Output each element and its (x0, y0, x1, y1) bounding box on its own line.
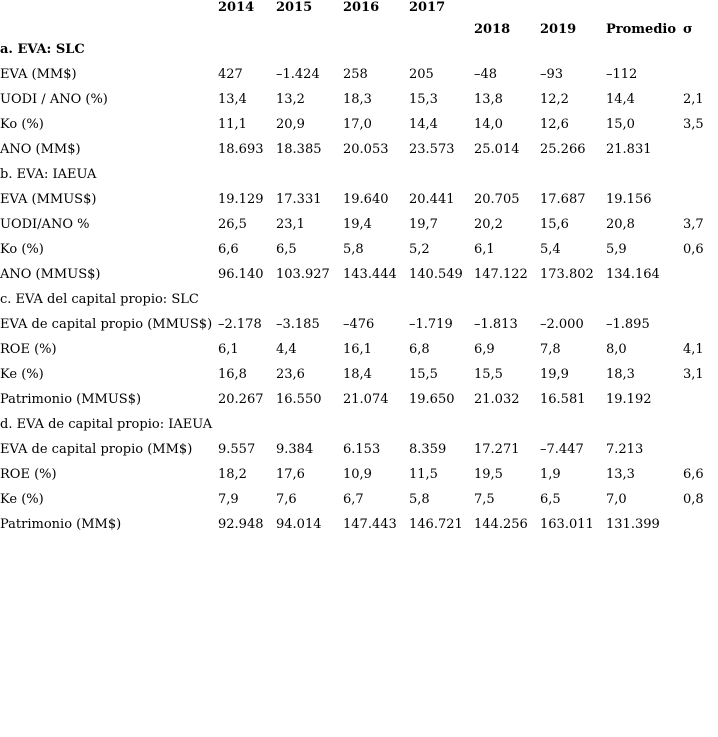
cell-value: 7,0 (606, 492, 627, 507)
cell-value: 17,0 (343, 117, 372, 132)
cell-value: 19,4 (343, 217, 372, 232)
cell-value: –2.178 (218, 317, 262, 332)
row-label: EVA de capital propio (MMUS$) (0, 317, 213, 332)
cell-value: 17.331 (276, 192, 322, 207)
cell-sigma: 3,5 (683, 117, 704, 132)
section-header-row (0, 412, 718, 437)
table-row (0, 437, 718, 462)
cell-value: 7,9 (218, 492, 239, 507)
cell-value: 23.573 (409, 142, 455, 157)
cell-value: 1,9 (540, 467, 561, 482)
row-label: ANO (MM$) (0, 142, 81, 157)
cell-value: 5,2 (409, 242, 430, 257)
cell-value: 6,9 (474, 342, 495, 357)
cell-value: 23,1 (276, 217, 305, 232)
col-header-2018: 2018 (474, 22, 511, 37)
cell-value: 5,8 (343, 242, 364, 257)
cell-value: 11,1 (218, 117, 247, 132)
cell-value: 21.831 (606, 142, 652, 157)
row-label: ANO (MMUS$) (0, 267, 101, 282)
section-title: d. EVA de capital propio: IAEUA (0, 417, 213, 432)
row-label: UODI / ANO (%) (0, 92, 108, 107)
cell-value: 10,9 (343, 467, 372, 482)
table-body (0, 37, 718, 537)
cell-value: 16.550 (276, 392, 322, 407)
row-label: Ke (%) (0, 492, 44, 507)
cell-value: 15,5 (474, 367, 503, 382)
cell-value: 8,0 (606, 342, 627, 357)
row-label: Ko (%) (0, 242, 44, 257)
table-row (0, 487, 718, 512)
cell-value: 20.053 (343, 142, 389, 157)
table-row (0, 237, 718, 262)
cell-value: 14,0 (474, 117, 503, 132)
cell-value: 7.213 (606, 442, 644, 457)
cell-value: 19.640 (343, 192, 389, 207)
cell-value: –3.185 (276, 317, 320, 332)
cell-value: 11,5 (409, 467, 438, 482)
cell-value: 18.693 (218, 142, 264, 157)
cell-value: 17.687 (540, 192, 586, 207)
cell-value: –1.719 (409, 317, 453, 332)
cell-value: 20.267 (218, 392, 264, 407)
cell-value: 19.129 (218, 192, 264, 207)
cell-value: 6,5 (276, 242, 297, 257)
cell-value: 5,8 (409, 492, 430, 507)
cell-sigma (683, 137, 718, 162)
cell-value: 19.156 (606, 192, 652, 207)
cell-value: 18,2 (218, 467, 247, 482)
section-header-row (0, 37, 718, 62)
col-header-promedio: Promedio (606, 22, 677, 37)
cell-value: 140.549 (409, 267, 463, 282)
cell-value: –2.000 (540, 317, 584, 332)
cell-value: 134.164 (606, 267, 660, 282)
row-label: ROE (%) (0, 342, 57, 357)
cell-value: –1.813 (474, 317, 518, 332)
cell-value: 6,5 (540, 492, 561, 507)
section-header-row (0, 162, 718, 187)
cell-value: 143.444 (343, 267, 397, 282)
cell-value: 17.271 (474, 442, 520, 457)
cell-value: 18,4 (343, 367, 372, 382)
cell-value: 427 (218, 67, 243, 82)
cell-value: 16,1 (343, 342, 372, 357)
cell-value: –1.895 (606, 317, 650, 332)
cell-value: 6,1 (218, 342, 239, 357)
cell-value: 12,6 (540, 117, 569, 132)
cell-sigma: 6,6 (683, 467, 704, 482)
cell-value: 20.441 (409, 192, 455, 207)
col-header-2017: 2017 (409, 0, 446, 15)
cell-value: 25.266 (540, 142, 586, 157)
table-row (0, 362, 718, 387)
cell-sigma (683, 312, 718, 337)
cell-sigma: 3,7 (683, 217, 704, 232)
cell-value: 15,0 (606, 117, 635, 132)
cell-value: 94.014 (276, 517, 322, 532)
cell-value: 258 (343, 67, 368, 82)
table-row (0, 137, 718, 162)
cell-value: 6.153 (343, 442, 381, 457)
cell-value: 14,4 (409, 117, 438, 132)
col-header-2019: 2019 (540, 22, 577, 37)
cell-value: 12,2 (540, 92, 569, 107)
cell-value: 13,4 (218, 92, 247, 107)
cell-value: 9.557 (218, 442, 256, 457)
table-row (0, 462, 718, 487)
cell-value: 25.014 (474, 142, 520, 157)
cell-value: 92.948 (218, 517, 264, 532)
row-label: Ke (%) (0, 367, 44, 382)
cell-value: 20,2 (474, 217, 503, 232)
section-title: c. EVA del capital propio: SLC (0, 292, 199, 307)
cell-value: –1.424 (276, 67, 320, 82)
section-title: b. EVA: IAEUA (0, 167, 97, 182)
cell-value: 19,5 (474, 467, 503, 482)
cell-value: 9.384 (276, 442, 314, 457)
cell-value: 16,8 (218, 367, 247, 382)
cell-value: 5,9 (606, 242, 627, 257)
cell-value: 7,8 (540, 342, 561, 357)
cell-value: 19.192 (606, 392, 652, 407)
cell-value: 7,5 (474, 492, 495, 507)
cell-value: –476 (343, 317, 375, 332)
cell-value: 20.705 (474, 192, 520, 207)
col-header-2014: 2014 (218, 0, 255, 15)
cell-sigma (683, 62, 718, 87)
cell-value: 18,3 (343, 92, 372, 107)
cell-value: 13,3 (606, 467, 635, 482)
section-header-row (0, 287, 718, 312)
table-row (0, 62, 718, 87)
cell-value: 16.581 (540, 392, 586, 407)
cell-value: –93 (540, 67, 564, 82)
cell-value: 26,5 (218, 217, 247, 232)
table-row (0, 387, 718, 412)
cell-value: 13,8 (474, 92, 503, 107)
cell-value: 19,9 (540, 367, 569, 382)
table-row (0, 187, 718, 212)
cell-value: 147.122 (474, 267, 528, 282)
cell-sigma: 0,8 (683, 492, 704, 507)
cell-value: 23,6 (276, 367, 305, 382)
cell-value: 173.802 (540, 267, 594, 282)
table-row (0, 337, 718, 362)
table-row (0, 512, 718, 537)
table-row (0, 87, 718, 112)
cell-value: 18,3 (606, 367, 635, 382)
cell-value: 6,6 (218, 242, 239, 257)
cell-value: 163.011 (540, 517, 594, 532)
cell-value: 4,4 (276, 342, 297, 357)
table-row (0, 262, 718, 287)
row-label-header (0, 0, 218, 37)
cell-value: 18.385 (276, 142, 322, 157)
cell-value: 21.074 (343, 392, 389, 407)
col-header-2016: 2016 (343, 0, 380, 15)
row-label: EVA (MM$) (0, 67, 77, 82)
cell-value: 8.359 (409, 442, 447, 457)
cell-sigma: 4,1 (683, 342, 704, 357)
cell-value: 96.140 (218, 267, 264, 282)
cell-sigma (683, 262, 718, 287)
row-label: Ko (%) (0, 117, 44, 132)
cell-value: 20,9 (276, 117, 305, 132)
cell-value: 205 (409, 67, 434, 82)
cell-value: 15,3 (409, 92, 438, 107)
cell-value: 14,4 (606, 92, 635, 107)
cell-value: 5,4 (540, 242, 561, 257)
cell-value: 131.399 (606, 517, 660, 532)
cell-value: 17,6 (276, 467, 305, 482)
table-row (0, 312, 718, 337)
cell-value: 19.650 (409, 392, 455, 407)
year-header-row (0, 0, 718, 37)
cell-value: 15,6 (540, 217, 569, 232)
cell-sigma (683, 512, 718, 537)
cell-sigma: 2,1 (683, 92, 704, 107)
cell-value: 6,8 (409, 342, 430, 357)
cell-value: 146.721 (409, 517, 463, 532)
table-row (0, 112, 718, 137)
table-row (0, 212, 718, 237)
col-header-2015: 2015 (276, 0, 313, 15)
cell-value: –7.447 (540, 442, 584, 457)
row-label: UODI/ANO % (0, 217, 90, 232)
cell-value: 7,6 (276, 492, 297, 507)
cell-sigma (683, 437, 718, 462)
row-label: Patrimonio (MMUS$) (0, 392, 142, 407)
cell-value: 13,2 (276, 92, 305, 107)
cell-value: –112 (606, 67, 638, 82)
cell-value: 20,8 (606, 217, 635, 232)
section-title: a. EVA: SLC (0, 42, 85, 57)
row-label: ROE (%) (0, 467, 57, 482)
col-header-sigma: σ (683, 22, 693, 37)
cell-value: 6,7 (343, 492, 364, 507)
cell-value: –48 (474, 67, 498, 82)
row-label: EVA de capital propio (MM$) (0, 442, 193, 457)
cell-value: 21.032 (474, 392, 520, 407)
cell-value: 103.927 (276, 267, 330, 282)
cell-value: 15,5 (409, 367, 438, 382)
row-label: EVA (MMUS$) (0, 192, 97, 207)
cell-value: 19,7 (409, 217, 438, 232)
cell-value: 147.443 (343, 517, 397, 532)
cell-sigma (683, 387, 718, 412)
cell-value: 6,1 (474, 242, 495, 257)
row-label: Patrimonio (MM$) (0, 517, 122, 532)
cell-sigma: 3,1 (683, 367, 704, 382)
cell-sigma: 0,6 (683, 242, 704, 257)
cell-value: 144.256 (474, 517, 528, 532)
cell-sigma (683, 187, 718, 212)
